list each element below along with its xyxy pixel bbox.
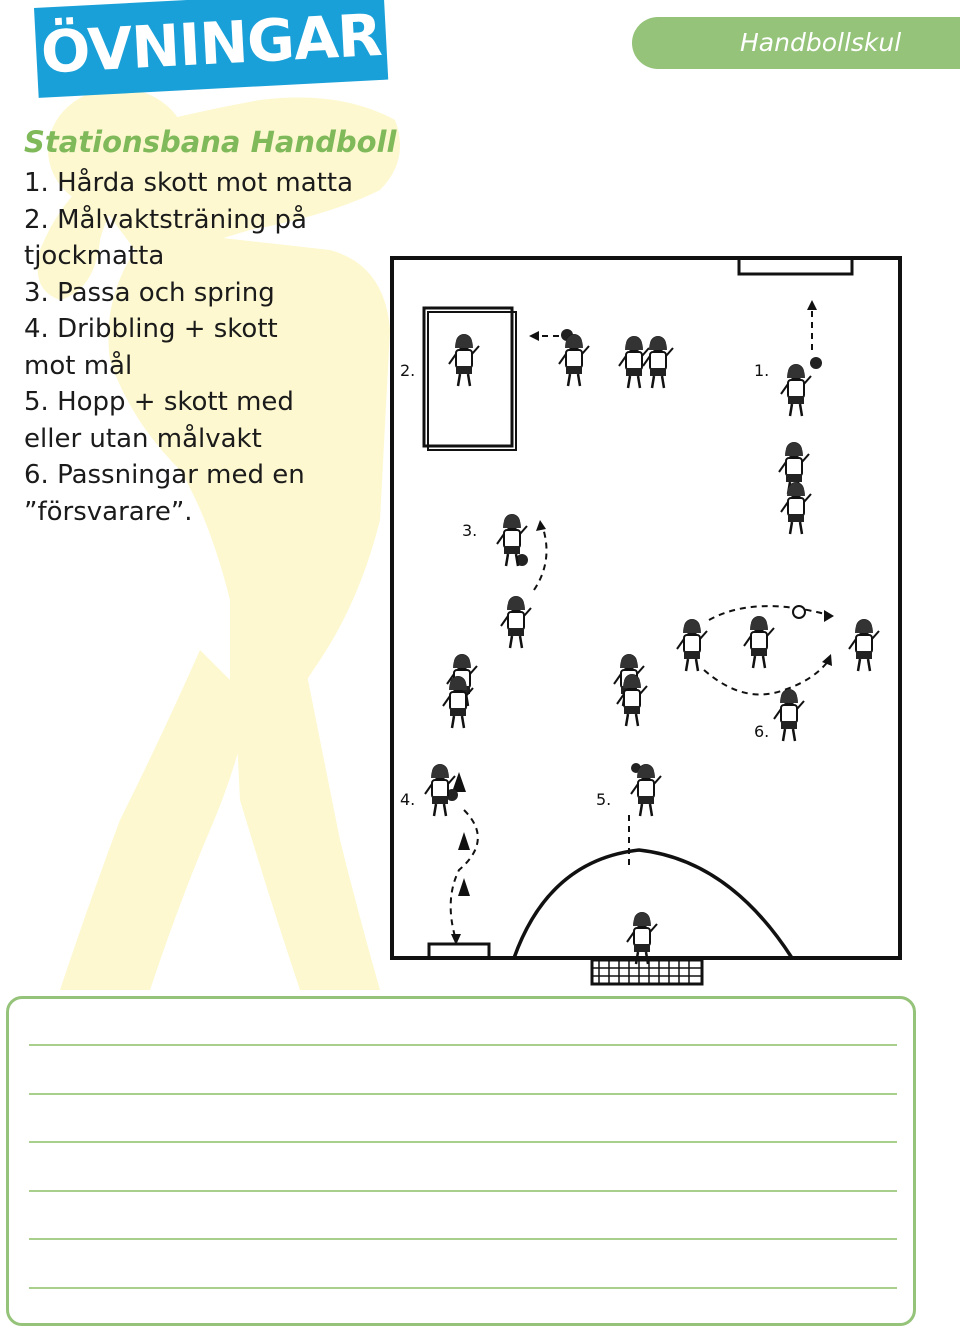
exercise-item: 5. Hopp + skott med eller utan målvakt [24,387,294,454]
note-line[interactable] [29,1190,897,1192]
note-line[interactable] [29,1287,897,1289]
note-line[interactable] [29,1044,897,1046]
exercise-item: 3. Passa och spring [24,277,275,308]
station-label-2: 2. [400,361,416,380]
station-label-6: 6. [754,722,770,741]
station-label-1: 1. [754,361,770,380]
exercise-item: 6. Passningar med en ”försvarare”. [24,460,305,527]
note-line[interactable] [29,1141,897,1143]
dribble-path-4 [451,810,478,940]
bottom-small-goal [429,944,489,958]
station-label-4: 4. [400,790,416,809]
logo-text: ÖVNINGAR [39,0,383,87]
station-title: Stationsbana Handboll [24,125,397,159]
handball-court-diagram [384,250,914,1000]
station-label-5: 5. [596,790,612,809]
top-goal [739,258,852,274]
exercise-item: 1. Hårda skott mot matta [24,168,353,198]
notes-box [6,996,916,1326]
note-line[interactable] [29,1093,897,1095]
pass-arrow-6-bottom [704,660,829,695]
header-tab-label: Handbollskul [740,28,902,57]
run-arrow-3 [534,525,547,590]
station-label-3: 3. [462,521,478,540]
goal-area-arc [514,850,792,958]
pass-arrow-6-top [709,606,829,620]
exercise-item: 4. Dribbling + skott mot mål [24,314,278,381]
exercise-item: 2. Målvaktsträning på tjockmatta [24,204,307,271]
note-line[interactable] [29,1238,897,1240]
